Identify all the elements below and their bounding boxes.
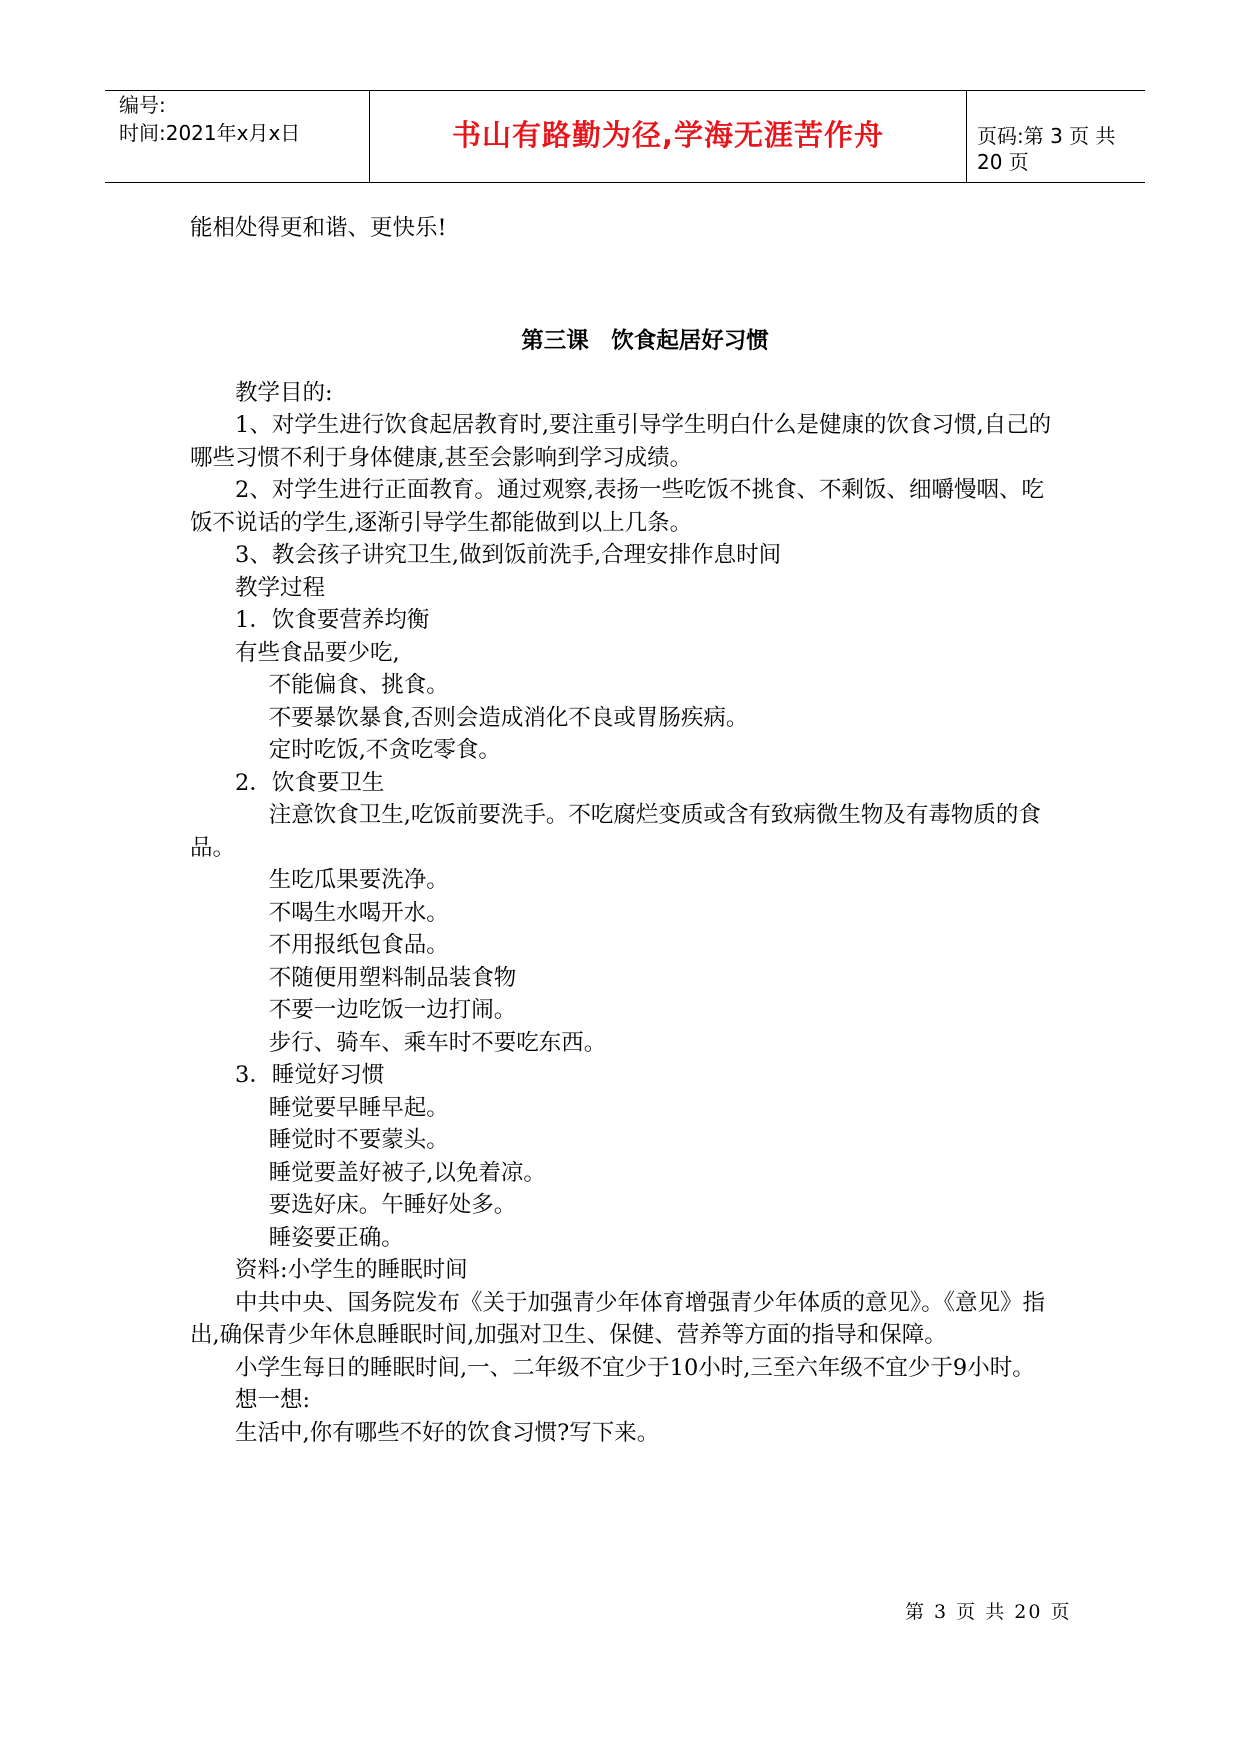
paragraph: 1、对学生进行饮食起居教育时,要注重引导学生明白什么是健康的饮食习惯,自己的哪些习惯不利于身体健康,甚至会影响到学习成绩。: [190, 412, 1052, 471]
list-item: 不要一边吃饭一边打闹。: [268, 997, 517, 1023]
paragraph: 小学生每日的睡眠时间,一、二年级不宜少于10小时,三至六年级不宜少于9小时。: [235, 1354, 1035, 1381]
lesson-title: 第三课 饮食起居好习惯: [521, 327, 769, 354]
header-motto: 书山有路勤为径,学海无涯苦作舟: [451, 118, 885, 152]
header-page-number: 页码:第 3 页 共 20 页: [977, 124, 1116, 174]
document-time-label: 时间:2021年x月x日: [119, 121, 301, 145]
list-item: 不用报纸包食品。: [268, 932, 449, 958]
continued-paragraph: 能相处得更和谐、更快乐!: [190, 215, 447, 241]
paragraph: 注意饮食卫生,吃饭前要洗手。不吃腐烂变质或含有致病微生物及有毒物质的食品。: [190, 802, 1041, 861]
list-item: 睡觉要盖好被子,以免着凉。: [268, 1159, 546, 1186]
list-item: 步行、骑车、乘车时不要吃东西。: [268, 1029, 607, 1056]
header-info-cell: [105, 91, 370, 182]
section-heading: 教学目的:: [235, 379, 333, 406]
list-item: 睡姿要正确。: [268, 1224, 404, 1251]
numbered-heading: 1．饮食要营养均衡: [235, 607, 430, 633]
list-item: 要选好床。午睡好处多。: [268, 1192, 517, 1218]
list-item: 不喝生水喝开水。: [268, 899, 449, 926]
document-body: [190, 212, 1060, 1449]
paragraph: 有些食品要少吃,: [235, 639, 400, 666]
document-number-label: 编号:: [119, 93, 166, 117]
header-page-cell: [967, 91, 1145, 182]
list-item: 睡觉要早睡早起。: [268, 1094, 449, 1121]
list-item: 不随便用塑料制品装食物: [268, 964, 517, 991]
section-heading: 教学过程: [235, 574, 326, 601]
paragraph: 3、教会孩子讲究卫生,做到饭前洗手,合理安排作息时间: [235, 542, 782, 568]
list-item: 定时吃饭,不贪吃零食。: [268, 737, 501, 763]
numbered-heading: 3．睡觉好习惯: [235, 1062, 385, 1088]
page-footer: 第 3 页 共 20 页: [905, 1601, 1072, 1623]
list-item: 不能偏食、挑食。: [268, 672, 449, 698]
section-heading: 资料:小学生的睡眠时间: [235, 1257, 468, 1283]
paragraph: 生活中,你有哪些不好的饮食习惯?写下来。: [235, 1419, 660, 1446]
list-item: 睡觉时不要蒙头。: [268, 1127, 449, 1153]
page-header: [105, 90, 1145, 183]
list-item: 不要暴饮暴食,否则会造成消化不良或胃肠疾病。: [268, 704, 749, 731]
numbered-heading: 2．饮食要卫生: [235, 769, 385, 796]
paragraph: 中共中央、国务院发布《关于加强青少年体育增强青少年体质的意见》。《意见》指出,确保青少年休息睡眠时间,加强对卫生、保健、营养等方面的指导和保障。: [190, 1289, 1046, 1348]
section-heading: 想一想:: [235, 1387, 311, 1413]
header-motto-cell: [370, 91, 967, 182]
list-item: 生吃瓜果要洗净。: [268, 867, 449, 893]
paragraph: 2、对学生进行正面教育。通过观察,表扬一些吃饭不挑食、不剩饭、细嚼慢咽、吃饭不说话的学生,逐渐引导学生都能做到以上几条。: [190, 477, 1044, 536]
